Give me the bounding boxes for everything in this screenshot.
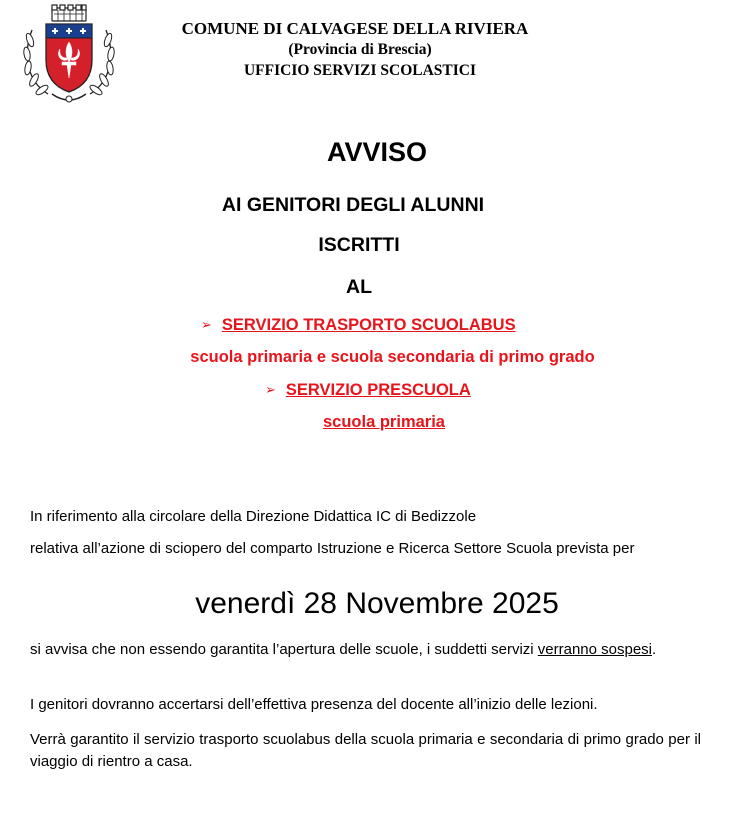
paragraph-reference: In riferimento alla circolare della Direzione Didattica IC di Bedizzole: [30, 508, 477, 525]
service-scuolabus-label: SERVIZIO TRASPORTO SCUOLABUS: [221, 316, 516, 334]
paragraph-strike: relativa all’azione di sciopero del comparto Istruzione e Ricerca Settore Scuola prevista per: [30, 540, 635, 557]
notice-al: AL: [346, 276, 372, 298]
service-item-prescuola: [265, 381, 471, 400]
paragraph-return-trip: Verrà garantito il servizio trasporto scuolabus della scuola primaria e secondaria di primo grado per il viaggio di rientro a casa.: [30, 731, 701, 770]
municipality-name: COMUNE DI CALVAGESE DELLA RIVIERA: [181, 19, 529, 38]
notice-enrolled: ISCRITTI: [318, 234, 400, 256]
service-prescuola-label: SERVIZIO PRESCUOLA: [285, 381, 471, 399]
notice-recipients: AI GENITORI DEGLI ALUNNI: [221, 194, 485, 216]
municipality-header: [120, 18, 610, 81]
service-prescuola-detail: scuola primaria: [323, 413, 445, 431]
suspension-text: si avvisa che non essendo garantita l’apertura delle scuole, i suddetti servizi: [30, 641, 538, 658]
paragraph-suspension: [30, 639, 701, 661]
arrow-bullet-icon: ➢: [265, 383, 276, 398]
suspension-period: .: [652, 641, 657, 658]
province-name: (Provincia di Brescia): [288, 41, 432, 58]
arrow-bullet-icon: ➢: [201, 318, 212, 333]
suspension-underlined: verranno sospesi: [537, 641, 653, 658]
strike-date: venerdì 28 Novembre 2025: [195, 587, 559, 620]
service-scuolabus-detail: scuola primaria e scuola secondaria di primo grado: [190, 348, 595, 366]
paragraph-parents: I genitori dovranno accertarsi dell’effettiva presenza del docente all’inizio delle lezioni.: [30, 696, 598, 713]
notice-title: AVVISO: [326, 137, 428, 167]
service-item-scuolabus: [201, 316, 516, 335]
office-name: UFFICIO SERVIZI SCOLASTICI: [243, 62, 476, 79]
